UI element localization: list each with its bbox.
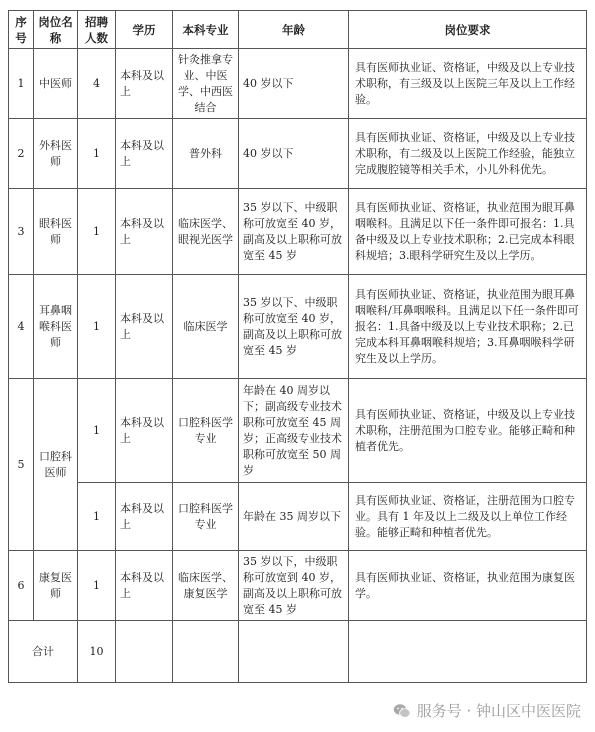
watermark (393, 700, 581, 721)
header-major: 本科专业 (173, 11, 239, 49)
table-row-total (9, 621, 587, 683)
header-age: 年龄 (239, 11, 349, 49)
watermark-text: 服务号 · 钟山区中医医院 (416, 702, 581, 720)
total-label: 合计 (9, 621, 78, 683)
cell-major: 临床医学 (173, 275, 239, 379)
cell-post: 眼科医师 (34, 189, 78, 275)
cell-edu: 本科及以上 (116, 551, 173, 621)
cell-age: 35 岁以下、中级职称可放宽至 40 岁，副高及以上职称可放宽至 45 岁 (239, 275, 349, 379)
table-row (9, 551, 587, 621)
cell-major: 针灸推拿专业、中医学、中西医结合 (173, 49, 239, 119)
cell-post: 口腔科医师 (34, 379, 78, 551)
cell-edu: 本科及以上 (116, 379, 173, 483)
cell-edu: 本科及以上 (116, 275, 173, 379)
cell-age: 40 岁以下 (239, 49, 349, 119)
total-count: 10 (78, 621, 116, 683)
header-req: 岗位要求 (349, 11, 587, 49)
cell-count: 1 (78, 275, 116, 379)
header-post: 岗位名称 (34, 11, 78, 49)
cell-edu: 本科及以上 (116, 189, 173, 275)
cell-count: 1 (78, 119, 116, 189)
cell-count: 1 (78, 551, 116, 621)
header-count: 招聘人数 (78, 11, 116, 49)
empty-cell (349, 621, 587, 683)
cell-major: 临床医学、眼视光医学 (173, 189, 239, 275)
cell-seq: 1 (9, 49, 34, 119)
cell-count: 1 (78, 189, 116, 275)
cell-seq: 6 (9, 551, 34, 621)
cell-major: 普外科 (173, 119, 239, 189)
table-row (9, 189, 587, 275)
cell-age: 35 岁以下、中级职称可放宽至 40 岁，副高及以上职称可放宽至 45 岁 (239, 189, 349, 275)
cell-edu: 本科及以上 (116, 483, 173, 551)
cell-seq: 3 (9, 189, 34, 275)
wechat-icon (393, 703, 411, 719)
cell-post: 中医师 (34, 49, 78, 119)
cell-post: 耳鼻咽喉科医师 (34, 275, 78, 379)
cell-count: 4 (78, 49, 116, 119)
cell-major: 口腔科医学专业 (173, 483, 239, 551)
cell-edu: 本科及以上 (116, 119, 173, 189)
cell-edu: 本科及以上 (116, 49, 173, 119)
header-seq: 序号 (9, 11, 34, 49)
table-row (9, 49, 587, 119)
cell-age: 年龄在 40 周岁以下；副高级专业技术职称可放宽至 45 周岁；正高级专业技术职称可放宽至 50 周岁 (239, 379, 349, 483)
cell-seq: 4 (9, 275, 34, 379)
table-row (9, 379, 587, 483)
cell-seq: 2 (9, 119, 34, 189)
table-row (9, 119, 587, 189)
cell-req: 具有医师执业证、资格证，执业范围为眼耳鼻咽喉科/耳鼻咽喉科。且满足以下任一条件即可报名：1.具备中级及以上专业技术职称；2.已完成本科耳鼻咽喉科规培；3.耳鼻咽喉科学研究生及以上学历。 (349, 275, 587, 379)
cell-age: 35 岁以下，中级职称可放宽到 40 岁，副高及以上职称可放宽至 45 岁 (239, 551, 349, 621)
cell-req: 具有医师执业证、资格证，注册范围为口腔专业。具有 1 年及以上二级及以上单位工作经验。能够正畸和种植者优先。 (349, 483, 587, 551)
cell-req: 具有医师执业证、资格证，中级及以上专业技术职称，有二级及以上医院工作经验，能独立完成腹腔镜等相关手术，小儿外科优先。 (349, 119, 587, 189)
cell-major: 临床医学、康复医学 (173, 551, 239, 621)
cell-major: 口腔科医学专业 (173, 379, 239, 483)
cell-req: 具有医师执业证、资格证，中级及以上专业技术职称，注册范围为口腔专业。能够正畸和种植者优先。 (349, 379, 587, 483)
header-edu: 学历 (116, 11, 173, 49)
empty-cell (173, 621, 239, 683)
cell-post: 康复医师 (34, 551, 78, 621)
recruitment-table (8, 10, 587, 683)
cell-count: 1 (78, 379, 116, 483)
cell-req: 具有医师执业证、资格证，执业范围为康复医学。 (349, 551, 587, 621)
empty-cell (239, 621, 349, 683)
cell-req: 具有医师执业证、资格证，中级及以上专业技术职称，有三级及以上医院三年及以上工作经验。 (349, 49, 587, 119)
cell-age: 年龄在 35 周岁以下 (239, 483, 349, 551)
cell-seq: 5 (9, 379, 34, 551)
table-row (9, 483, 587, 551)
empty-cell (116, 621, 173, 683)
cell-count: 1 (78, 483, 116, 551)
cell-age: 40 岁以下 (239, 119, 349, 189)
cell-post: 外科医师 (34, 119, 78, 189)
table-row (9, 275, 587, 379)
cell-req: 具有医师执业证、资格证，执业范围为眼耳鼻咽喉科。且满足以下任一条件即可报名：1.具备中级及以上专业技术职称；2.已完成本科眼科规培；3.眼科学研究生及以上学历。 (349, 189, 587, 275)
